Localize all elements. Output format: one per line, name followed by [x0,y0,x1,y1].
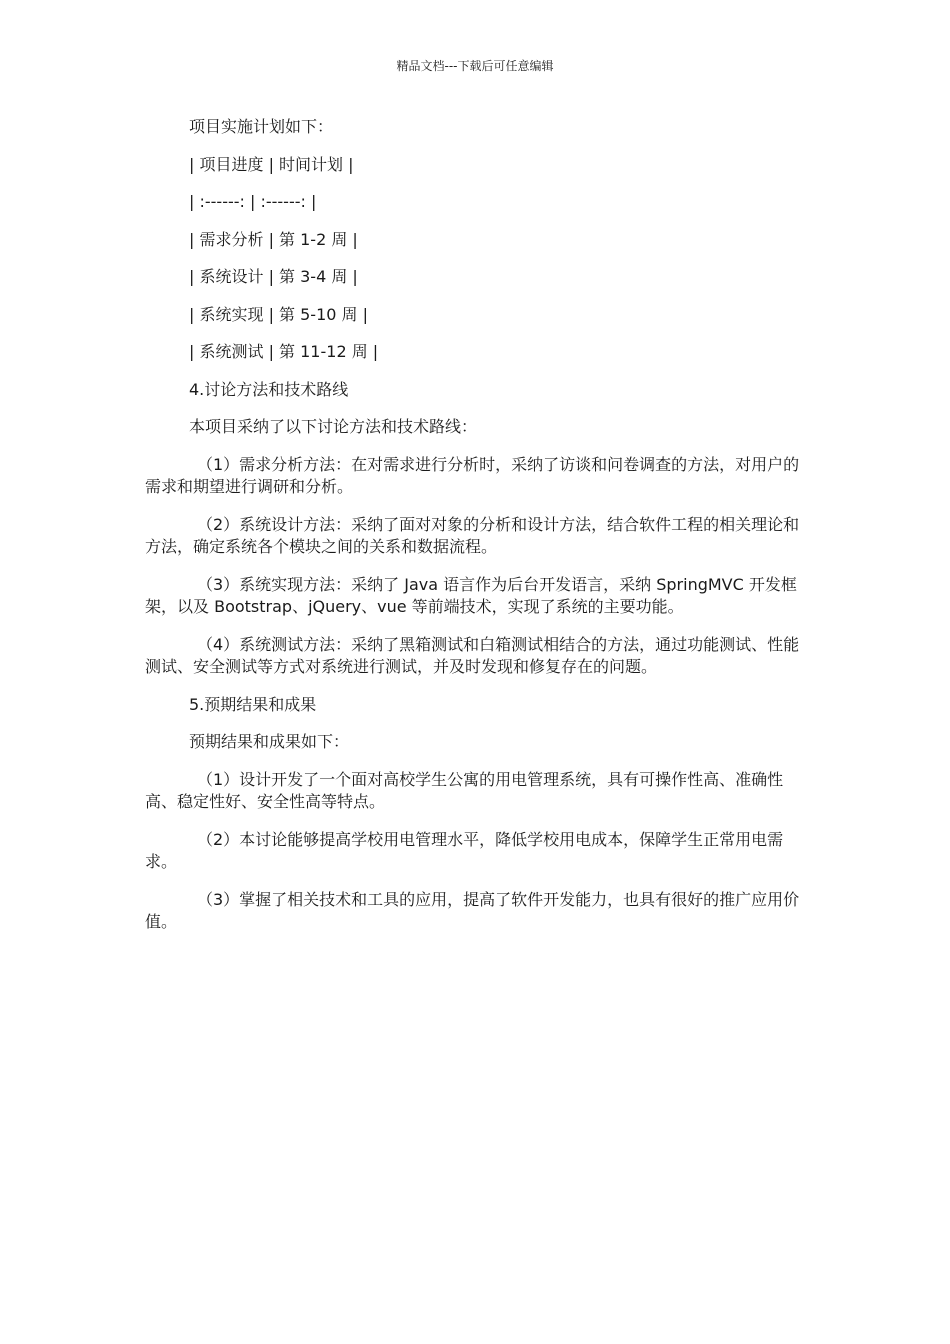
table-line: | :------: | :------: | [189,192,317,211]
plan-intro: 项目实施计划如下： [189,117,334,136]
page-header: 精品文档---下载后可任意编辑 [396,59,554,73]
table-line: | 系统实现 | 第 5-10 周 | [189,304,369,324]
document-body [145,116,810,949]
table-line: | 系统设计 | 第 3-4 周 | [189,267,358,286]
section-5-intro: 预期结果和成果如下： [189,732,350,751]
section-4-item: （2）系统设计方法：采纳了面对对象的分析和设计方法，结合软件工程的相关理论和方法，确定系统各个模块之间的关系和数据流程。 [145,514,800,556]
section-5-item: （1）设计开发了一个面对高校学生公寓的用电管理系统，具有可操作性高、准确性高、稳定性好、安全性高等特点。 [145,769,784,811]
section-4-item: （4）系统测试方法：采纳了黑箱测试和白箱测试相结合的方法，通过功能测试、性能测试、安全测试等方式对系统进行测试，并及时发现和修复存在的问题。 [145,634,800,676]
section-5-heading: 5.预期结果和成果 [189,694,317,714]
section-4-item: （3）系统实现方法：采纳了 Java 语言作为后台开发语言，采纳 SpringMVC 开发框架，以及 Bootstrap、jQuery、vue 等前端技术，实现了系统的主要功能。 [145,574,797,616]
table-line: | 项目进度 | 时间计划 | [189,154,354,174]
section-4-item: （1）需求分析方法：在对需求进行分析时，采纳了访谈和问卷调查的方法，对用户的需求和期望进行调研和分析。 [145,454,800,496]
table-line: | 需求分析 | 第 1-2 周 | [189,229,358,249]
section-5-item: （3）掌握了相关技术和工具的应用，提高了软件开发能力，也具有很好的推广应用价值。 [145,889,800,931]
table-line: | 系统测试 | 第 11-12 周 | [189,342,379,361]
section-4-heading: 4.讨论方法和技术路线 [189,379,349,399]
section-4-intro: 本项目采纳了以下讨论方法和技术路线： [189,417,478,436]
section-5-item: （2）本讨论能够提高学校用电管理水平，降低学校用电成本，保障学生正常用电需求。 [145,829,784,871]
